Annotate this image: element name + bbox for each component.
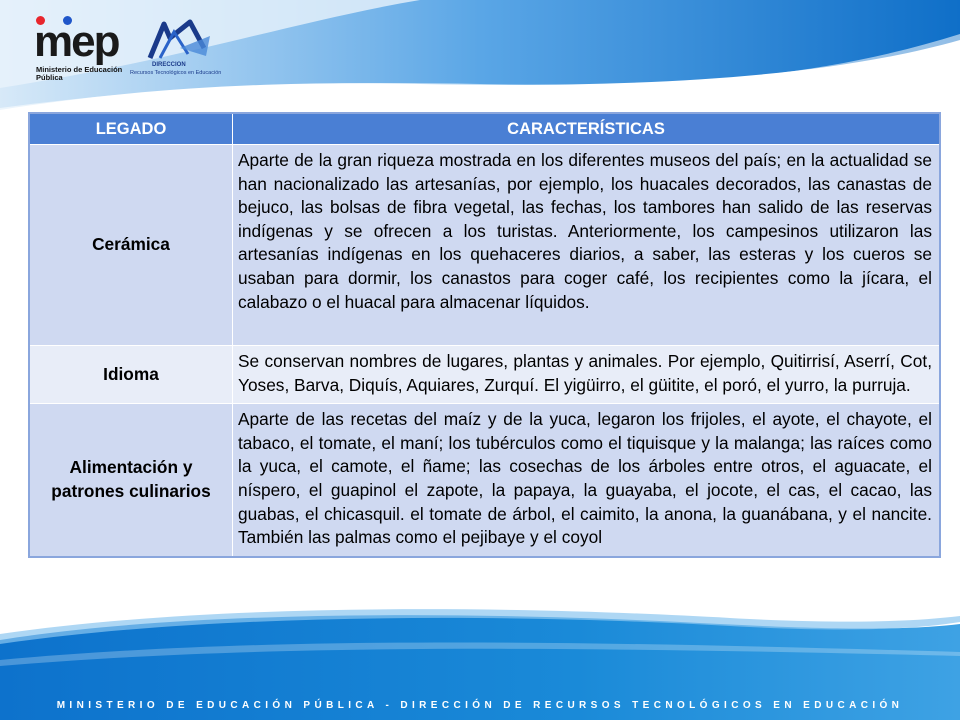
direccion-logo-word: DIRECCION (152, 62, 186, 68)
mep-logo (34, 16, 130, 90)
header-caracteristicas: CARACTERÍSTICAS (233, 113, 941, 145)
footer-text: MINISTERIO DE EDUCACIÓN PÚBLICA - DIRECCIÓN DE RECURSOS TECNOLÓGICOS EN EDUCACIÓN (56, 700, 904, 711)
legado-table (28, 112, 941, 558)
direccion-emblem-icon (130, 18, 226, 64)
caracteristicas-cell: Se conservan nombres de lugares, plantas y animales. Por ejemplo, Quitirrisí, Aserrí, Cot, Yoses, Barva, Diquís, Aquiares, Zurquí. El yigüirro, el güitite, el poró, el yurro, la purruja. (233, 346, 941, 404)
direccion-logo (130, 18, 226, 84)
legado-cell: Idioma (29, 346, 233, 404)
table-row (29, 145, 940, 346)
header-legado: LEGADO (29, 113, 233, 145)
caracteristicas-cell: Aparte de la gran riqueza mostrada en los diferentes museos del país; en la actualidad se han nacionalizado las artesanías, por ejemplo, los huacales decorados, las canastas de bejuco, las bolsas de fibra vegetal, las fechas, los tambores han salido de las reservas indígenas y se ofrecen a los turistas. Anteriormente, los campesinos utilizaron las artesanías indígenas en los quehaceres diarios, a saber, las esteras y los cueros se usaban para dormir, los canastos para coger café, los recipientes como la jícara, el calabazo o el huacal para almacenar líquidos. (233, 145, 941, 346)
table-row (29, 346, 940, 404)
table-header-row (29, 113, 940, 145)
caracteristicas-cell: Aparte de las recetas del maíz y de la yuca, legaron los frijoles, el ayote, el chayote, el tabaco, el tomate, el maní; los tubérculos como el tiquisque y la malanga; las raíces como la yuca, el camote, el ñame; las cosechas de los árboles entre otros, el aguacate, el níspero, el guapinol el zapote, la papaya, la guayaba, el jocote, el cas, el cacao, las guabas, el chicasquil. el tomate de árbol, el caimito, la anona, la guanábana, y el nancite. También las palmas como el pejibaye y el coyol (233, 404, 941, 557)
mep-logo-text: mep (34, 17, 119, 66)
table-row (29, 404, 940, 557)
legado-cell: Alimentación y patrones culinarios (29, 404, 233, 557)
legado-cell: Cerámica (29, 145, 233, 346)
direccion-logo-subtitle: Recursos Tecnológicos en Educación (130, 70, 222, 76)
mep-logo-subtitle: Ministerio de Educación Pública (36, 65, 123, 82)
